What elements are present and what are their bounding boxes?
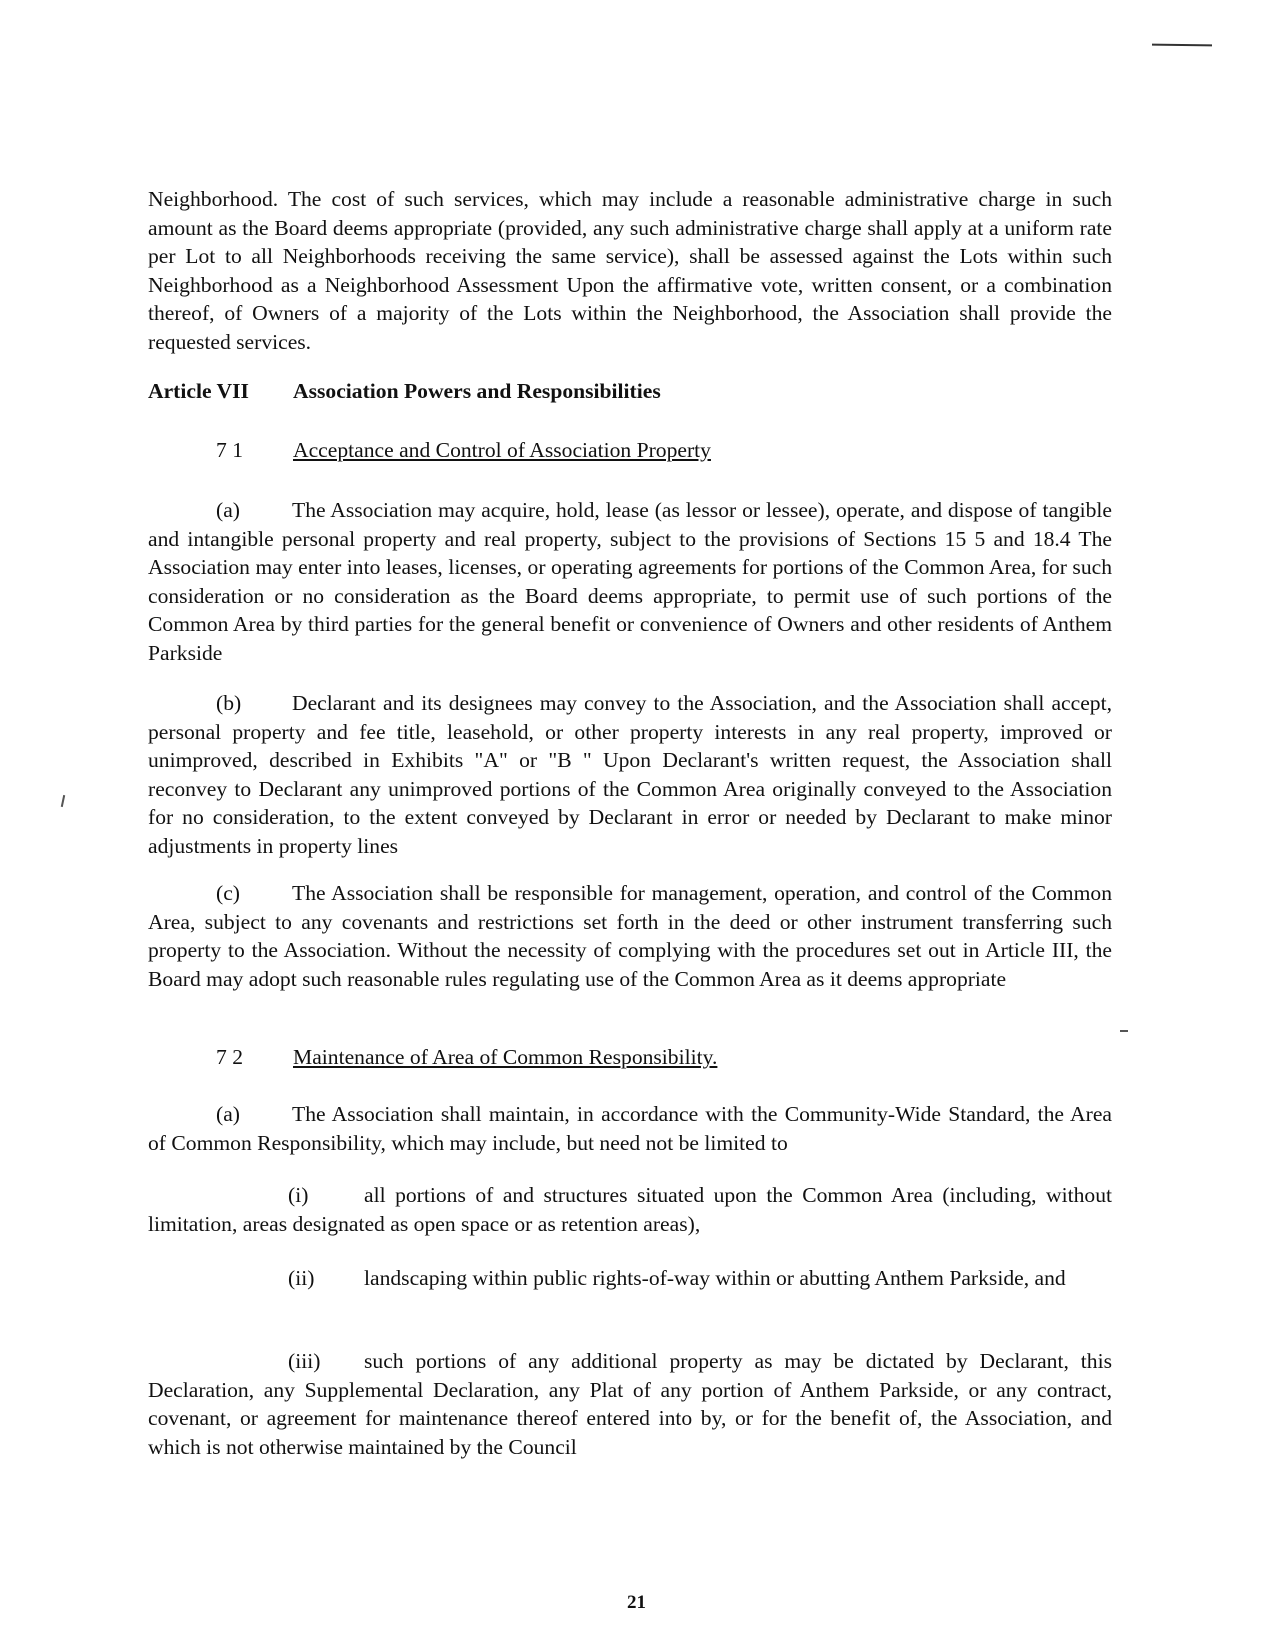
scan-mark-left (61, 795, 65, 807)
section-7-1-heading (216, 436, 711, 464)
section-7-2-a-text: The Association shall maintain, in accordance with the Community-Wide Standard, the Area of Common Responsibility, which may include, but need not be limited to (148, 1102, 1112, 1155)
intro-paragraph: Neighborhood. The cost of such services, which may include a reasonable administrative charge in such amount as the Board deems appropriate (provided, any such administrative charge shall apply at a uniform rate per Lot to all Neighborhoods receiving the same service), shall be assessed against the Lots within such Neighborhood as a Neighborhood Assessment Upon the affirmative vote, written consent, or a combination thereof, of Owners of a majority of the Lots within the Neighborhood, the Association shall provide the requested services. (148, 187, 1112, 354)
section-7-2-a-label: (a) (216, 1102, 240, 1126)
section-7-2-heading (216, 1043, 717, 1071)
section-7-1-c-text: The Association shall be responsible for management, operation, and control of the Common Area, subject to any covenants and restrictions set forth in the deed or other instrument transferring such property to the Association. Without the necessity of complying with the procedures set out in Article III, the Board may adopt such reasonable rules regulating use of the Common Area as it deems appropriate (148, 881, 1112, 991)
section-7-1-a-label: (a) (216, 498, 240, 522)
section-7-2-i-text: all portions of and structures situated upon the Common Area (including, without limitation, areas designated as open space or as retention areas), (148, 1183, 1112, 1236)
section-7-1-a-text: The Association may acquire, hold, lease (as lessor or lessee), operate, and dispose of tangible and intangible personal property and real property, subject to the provisions of Sections 15 5 and 18.4 The Association may enter into leases, licenses, or operating agreements for portions of the Common Area, for such consideration or no consideration as the Board deems appropriate, to permit use of such portions of the Common Area by third parties for the general benefit or convenience of Owners and other residents of Anthem Parkside (148, 498, 1112, 665)
section-7-2-ii-paragraph (148, 1264, 1112, 1293)
section-7-2-ii-label: (ii) (288, 1266, 315, 1290)
section-7-1-a-paragraph (148, 496, 1112, 667)
section-7-1-b-label: (b) (216, 691, 242, 715)
scan-mark-top (1152, 44, 1212, 47)
section-7-2-iii-label: (iii) (288, 1349, 321, 1373)
section-7-1-c-paragraph (148, 879, 1112, 993)
article-label: Article VII (148, 379, 249, 403)
article-heading (148, 377, 661, 405)
section-7-2-a-paragraph (148, 1100, 1112, 1157)
section-7-2-iii-text: such portions of any additional property as may be dictated by Declarant, this Declaration, any Supplemental Declaration, any Plat of any portion of Anthem Parkside, or any contract, covenant, or agreement for maintenance thereof entered into by, or for the benefit of, the Association, and which is not otherwise maintained by the Council (148, 1349, 1112, 1459)
section-7-1-b-text: Declarant and its designees may convey to the Association, and the Association shall accept, personal property and fee title, leasehold, or other property interests in any real property, improved or unimproved, described in Exhibits "A" or "B " Upon Declarant's written request, the Association shall reconvey to Declarant any unimproved portions of the Common Area originally conveyed to the Association for no consideration, to the extent conveyed by Declarant in error or needed by Declarant to make minor adjustments in property lines (148, 691, 1112, 858)
section-7-2-i-label: (i) (288, 1183, 309, 1207)
section-7-2-iii-paragraph (148, 1347, 1112, 1461)
section-7-1-title: Acceptance and Control of Association Property (293, 438, 711, 462)
section-7-1-c-label: (c) (216, 881, 240, 905)
section-7-2-number: 7 2 (216, 1045, 243, 1069)
section-7-2-title: Maintenance of Area of Common Responsibility. (293, 1045, 718, 1069)
section-7-1-b-paragraph (148, 689, 1112, 860)
section-7-1-number: 7 1 (216, 438, 243, 462)
section-7-2-i-paragraph (148, 1181, 1112, 1238)
article-title: Association Powers and Responsibilities (293, 379, 661, 403)
scan-mark-right (1120, 1030, 1128, 1032)
page-number: 21 (627, 1592, 646, 1613)
section-7-2-ii-text: landscaping within public rights-of-way within or abutting Anthem Parkside, and (364, 1266, 1066, 1290)
